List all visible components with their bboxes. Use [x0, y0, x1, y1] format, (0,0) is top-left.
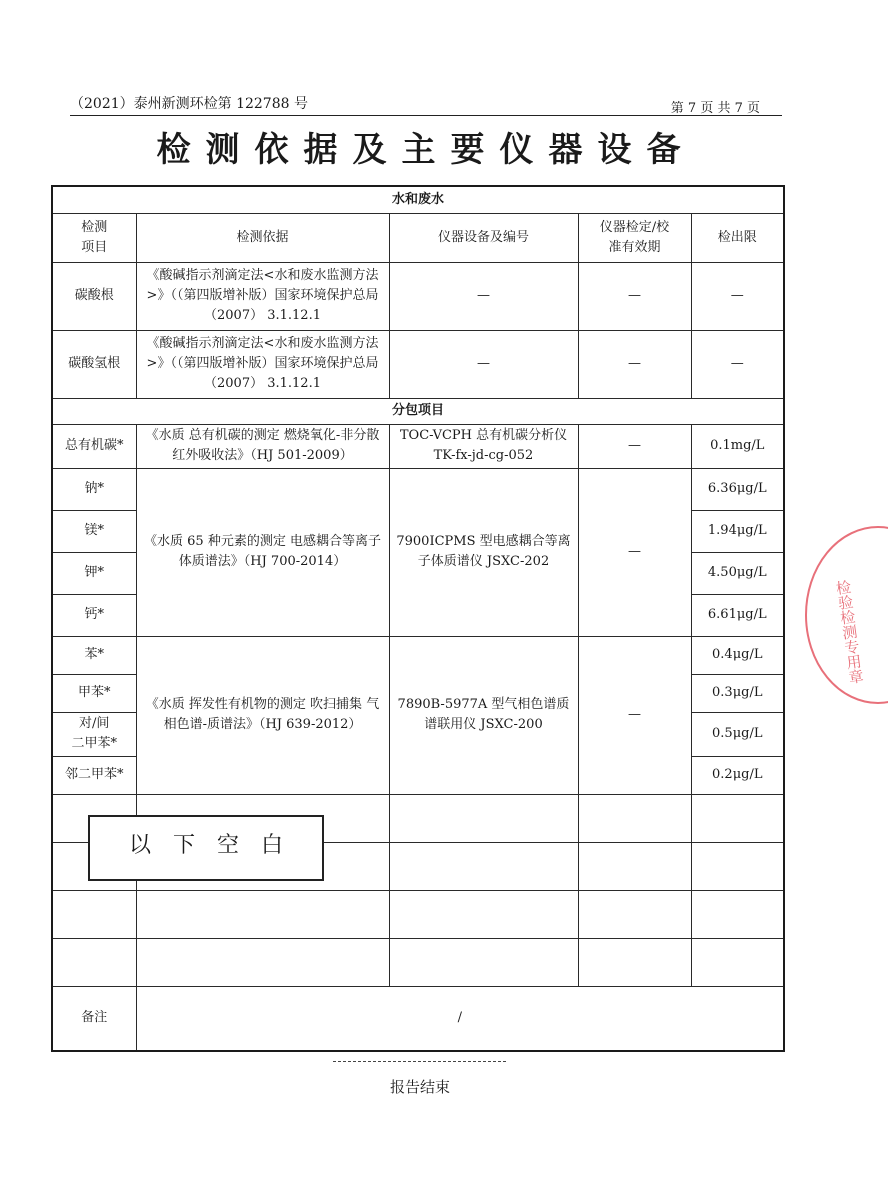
- empty-row: [52, 938, 784, 986]
- validity-cell: —: [578, 262, 691, 330]
- instrument-cell: 7900ICPMS 型电感耦合等离子体质谱仪 JSXC-202: [389, 468, 578, 636]
- item-cell: 苯*: [52, 636, 136, 674]
- limit-cell: 4.50μg/L: [691, 552, 784, 594]
- section-header-row: [52, 398, 784, 424]
- item-cell: 钙*: [52, 594, 136, 636]
- instrument-cell: —: [389, 262, 578, 330]
- item-cell: 对/间 二甲苯*: [52, 712, 136, 756]
- remarks-label: 备注: [52, 986, 136, 1051]
- limit-cell: 0.4μg/L: [691, 636, 784, 674]
- instrument-cell: TOC-VCPH 总有机碳分析仪 TK-fx-jd-cg-052: [389, 424, 578, 468]
- instrument-cell: 7890B-5977A 型气相色谱质谱联用仪 JSXC-200: [389, 636, 578, 794]
- report-number: （2021）泰州新测环检第 122788 号: [70, 96, 308, 112]
- item-cell: 总有机碳*: [52, 424, 136, 468]
- table-row: [52, 330, 784, 398]
- item-cell: 碳酸氢根: [52, 330, 136, 398]
- col-header-basis: 检测依据: [136, 213, 389, 262]
- col-header-item: 检测 项目: [52, 213, 136, 262]
- column-header-row: [52, 213, 784, 262]
- validity-cell: —: [578, 468, 691, 636]
- standards-table: [51, 185, 785, 1052]
- instrument-cell: —: [389, 330, 578, 398]
- basis-cell: 《酸碱指示剂滴定法<水和废水监测方法>》（（第四版增补版）国家环境保护总局（2007） 3.1.12.1: [136, 330, 389, 398]
- svg-text:检验检测专用章: 检验检测专用章: [833, 578, 866, 686]
- official-seal: [798, 520, 888, 710]
- item-cell: 镁*: [52, 510, 136, 552]
- item-cell: 钾*: [52, 552, 136, 594]
- remarks-value: /: [136, 986, 784, 1051]
- limit-cell: 6.61μg/L: [691, 594, 784, 636]
- limit-cell: 0.2μg/L: [691, 756, 784, 794]
- blank-below-stamp: 以下空白: [88, 815, 324, 881]
- report-end-text: 报告结束: [389, 1078, 450, 1096]
- basis-cell: 《水质 65 种元素的测定 电感耦合等离子体质谱法》（HJ 700-2014）: [136, 468, 389, 636]
- limit-cell: 1.94μg/L: [691, 510, 784, 552]
- basis-cell: 《酸碱指示剂滴定法<水和废水监测方法>》（（第四版增补版）国家环境保护总局（2007） 3.1.12.1: [136, 262, 389, 330]
- limit-cell: 6.36μg/L: [691, 468, 784, 510]
- item-cell: 甲苯*: [52, 674, 136, 712]
- limit-cell: 0.3μg/L: [691, 674, 784, 712]
- basis-cell: 《水质 挥发性有机物的测定 吹扫捕集 气相色谱-质谱法》（HJ 639-2012）: [136, 636, 389, 794]
- section-subcontract-label: 分包项目: [52, 398, 784, 424]
- table-row: [52, 424, 784, 468]
- limit-cell: —: [691, 262, 784, 330]
- col-header-limit: 检出限: [691, 213, 784, 262]
- item-cell: 钠*: [52, 468, 136, 510]
- item-cell: 碳酸根: [52, 262, 136, 330]
- section-header-row: [52, 186, 784, 213]
- validity-cell: —: [578, 330, 691, 398]
- col-header-instrument: 仪器设备及编号: [389, 213, 578, 262]
- section-water-label: 水和废水: [52, 186, 784, 213]
- table-row: [52, 636, 784, 674]
- validity-cell: —: [578, 636, 691, 794]
- limit-cell: 0.1mg/L: [691, 424, 784, 468]
- remarks-row: [52, 986, 784, 1051]
- empty-row: [52, 890, 784, 938]
- limit-cell: 0.5μg/L: [691, 712, 784, 756]
- page-title: 检测依据及主要仪器设备: [156, 130, 696, 170]
- col-header-validity: 仪器检定/校 准有效期: [578, 213, 691, 262]
- limit-cell: —: [691, 330, 784, 398]
- end-rule: [333, 1061, 506, 1062]
- table-row: [52, 468, 784, 510]
- item-cell: 邻二甲苯*: [52, 756, 136, 794]
- basis-cell: 《水质 总有机碳的测定 燃烧氧化-非分散红外吸收法》（HJ 501-2009）: [136, 424, 389, 468]
- page-indicator: 第 7 页 共 7 页: [670, 101, 760, 116]
- validity-cell: —: [578, 424, 691, 468]
- header-rule: [70, 115, 782, 116]
- table-row: [52, 262, 784, 330]
